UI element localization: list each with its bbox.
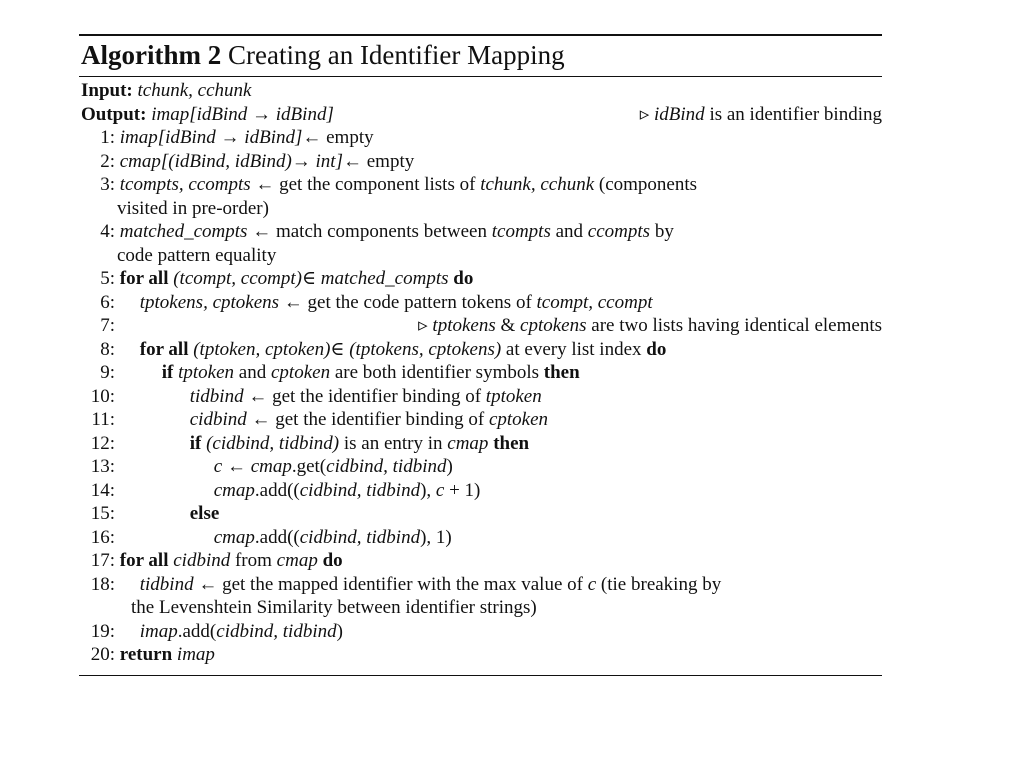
line-number: 7:: [100, 315, 115, 336]
line-text: ∈: [301, 268, 321, 289]
line-math: (tcompt, ccompt): [168, 268, 302, 289]
line-math: c: [587, 573, 597, 595]
line-text: ← empty: [342, 150, 415, 172]
line-keyword: then: [488, 432, 530, 454]
line-math: cidbind, tidbind: [299, 526, 421, 548]
line-number: 17:: [90, 550, 115, 571]
line-text: .get(: [291, 456, 327, 477]
line-text: and: [234, 362, 271, 383]
line-text: are two lists having identical elements: [586, 315, 882, 336]
line-text: .add(: [177, 620, 217, 642]
line-keyword: do: [317, 550, 343, 571]
line-7-comment: [418, 314, 882, 338]
line-text: (tie breaking by: [596, 573, 722, 595]
algorithm-block: [79, 34, 882, 676]
line-text: .add((: [254, 526, 300, 548]
input-line: [79, 79, 882, 103]
line-number: 16:: [90, 526, 115, 548]
algorithm-line-18-continued: [79, 596, 882, 620]
line-text: ← get the identifier binding of: [243, 385, 486, 407]
line-text: ← get the mapped identifier with the max value of: [193, 573, 588, 595]
line-number: 8:: [100, 338, 115, 360]
algorithm-line-6: [79, 291, 882, 315]
algorithm-line-7: [79, 314, 882, 338]
comment-triangle-icon: ▹: [639, 103, 650, 125]
algorithm-line-9: [79, 361, 882, 385]
line-text: ← get the component lists of: [250, 174, 481, 195]
line-continuation: code pattern equality: [117, 244, 277, 266]
line-keyword: do: [448, 268, 474, 289]
line-math: cptokens: [520, 315, 587, 336]
line-math: cmap: [213, 479, 255, 501]
line-number: 13:: [90, 456, 115, 477]
line-text: ← get the code pattern tokens of: [279, 291, 537, 313]
line-math: cidbind, tidbind: [326, 456, 447, 477]
line-math: (tptoken, cptoken): [188, 338, 331, 360]
line-text: ← get the identifier binding of: [246, 409, 489, 430]
line-text: is an entry in: [339, 432, 448, 454]
output-line: [79, 103, 882, 127]
line-math: cmap: [213, 526, 255, 548]
algorithm-line-2: [79, 150, 882, 174]
algorithm-line-3-continued: [79, 197, 882, 221]
line-math: tcompts: [491, 221, 551, 242]
line-math: tcompt, ccompt: [536, 291, 653, 313]
line-math: imap: [139, 620, 178, 642]
line-math: imap[idBind → idBind]: [119, 127, 303, 148]
output-comment-math: idBind: [654, 103, 705, 125]
line-text: ← empty: [302, 127, 374, 148]
line-text: ),: [420, 479, 436, 501]
input-label: Input:: [81, 80, 133, 101]
line-math: matched_compts: [119, 221, 248, 242]
algorithm-line-14: [79, 479, 882, 503]
line-keyword: if: [189, 432, 202, 454]
line-number: 10:: [90, 385, 115, 407]
line-math: matched_compts: [320, 268, 449, 289]
output-value: imap[idBind → idBind]: [151, 103, 334, 125]
line-math: tchunk, cchunk: [480, 174, 595, 195]
algorithm-line-11: [79, 408, 882, 432]
line-math: ccompts: [587, 221, 651, 242]
bottom-rule: [79, 675, 882, 676]
line-number: 5:: [100, 268, 115, 289]
comment-triangle-icon: ▹: [418, 315, 428, 336]
algorithm-line-20: [79, 643, 882, 667]
line-math: cptoken: [488, 409, 549, 430]
line-math: cidbind, tidbind: [299, 479, 421, 501]
algorithm-line-4: [79, 220, 882, 244]
line-math: cidbind: [189, 409, 247, 430]
input-value: tchunk, cchunk: [137, 80, 252, 101]
line-number: 19:: [90, 620, 115, 642]
line-text: and: [550, 221, 588, 242]
output-label: Output:: [81, 103, 147, 125]
line-math: (cidbind, tidbind): [201, 432, 340, 454]
line-keyword: then: [543, 362, 580, 383]
line-math: tptoken: [485, 385, 542, 407]
line-number: 1:: [100, 127, 115, 148]
algorithm-caption: [79, 36, 882, 76]
line-text: .add((: [254, 479, 300, 501]
line-text: &: [495, 315, 521, 336]
algorithm-line-16: [79, 526, 882, 550]
line-text: at every list index: [501, 338, 647, 360]
line-keyword: return: [119, 644, 173, 665]
line-math: cmap: [447, 432, 489, 454]
line-number: 3:: [100, 174, 115, 195]
line-math: cidbind, tidbind: [216, 620, 337, 642]
line-number: 11:: [91, 409, 115, 430]
line-number: 20:: [90, 644, 115, 665]
line-number: 15:: [90, 503, 115, 524]
line-keyword: for all: [119, 268, 169, 289]
line-text: by: [650, 221, 674, 242]
line-number: 9:: [100, 362, 115, 383]
line-keyword: else: [189, 503, 220, 524]
line-math: imap: [172, 644, 215, 665]
algorithm-line-3: [79, 173, 882, 197]
algorithm-line-12: [79, 432, 882, 456]
line-number: 14:: [90, 479, 115, 501]
line-text: are both identifier symbols: [330, 362, 544, 383]
line-text: from: [230, 550, 277, 571]
line-math: cmap[(idBind, idBind)→ int]: [119, 150, 343, 172]
line-math: cmap: [276, 550, 318, 571]
line-keyword: if: [161, 362, 174, 383]
algorithm-body: [79, 77, 882, 667]
line-text: ), 1): [420, 526, 452, 548]
line-continuation: visited in pre-order): [117, 197, 269, 219]
line-continuation: the Levenshtein Similarity between identifier strings): [131, 597, 537, 618]
line-math: (tptokens, cptokens): [349, 338, 502, 360]
algorithm-line-1: [79, 126, 882, 150]
algorithm-line-4-continued: [79, 244, 882, 268]
line-text: ): [446, 456, 453, 477]
line-number: 12:: [90, 432, 115, 454]
line-number: 4:: [100, 221, 115, 242]
line-math: c: [435, 479, 445, 501]
line-text: + 1): [444, 479, 481, 501]
algorithm-line-13: [79, 455, 882, 479]
line-text: ): [336, 620, 343, 642]
line-math: tcompts, ccompts: [119, 174, 251, 195]
line-text: ← match components between: [247, 221, 492, 242]
caption-label: Algorithm 2: [81, 40, 222, 70]
line-math: tidbind: [139, 573, 194, 595]
line-keyword: for all: [139, 338, 189, 360]
line-math: tptokens: [432, 315, 496, 336]
line-text: ←: [222, 456, 251, 477]
line-math: tidbind: [189, 385, 244, 407]
line-number: 6:: [100, 291, 115, 313]
line-math: c: [213, 456, 223, 477]
algorithm-line-10: [79, 385, 882, 409]
algorithm-line-18: [79, 573, 882, 597]
line-text: (components: [594, 174, 698, 195]
output-comment-text: is an identifier binding: [704, 103, 882, 125]
line-text: ∈: [330, 338, 350, 360]
algorithm-line-19: [79, 620, 882, 644]
line-keyword: do: [646, 338, 667, 360]
line-math: cmap: [250, 456, 292, 477]
line-number: 18:: [90, 573, 115, 595]
line-math: cptoken: [270, 362, 331, 383]
output-comment: [640, 103, 882, 127]
line-math: tptoken: [173, 362, 235, 383]
algorithm-line-17: [79, 549, 882, 573]
algorithm-line-15: [79, 502, 882, 526]
algorithm-line-8: [79, 338, 882, 362]
line-math: tptokens, cptokens: [139, 291, 280, 313]
line-number: 2:: [100, 150, 115, 172]
line-keyword: for all: [119, 550, 169, 571]
caption-title: Creating an Identifier Mapping: [227, 40, 565, 70]
line-math: cidbind: [168, 550, 231, 571]
algorithm-line-5: [79, 267, 882, 291]
